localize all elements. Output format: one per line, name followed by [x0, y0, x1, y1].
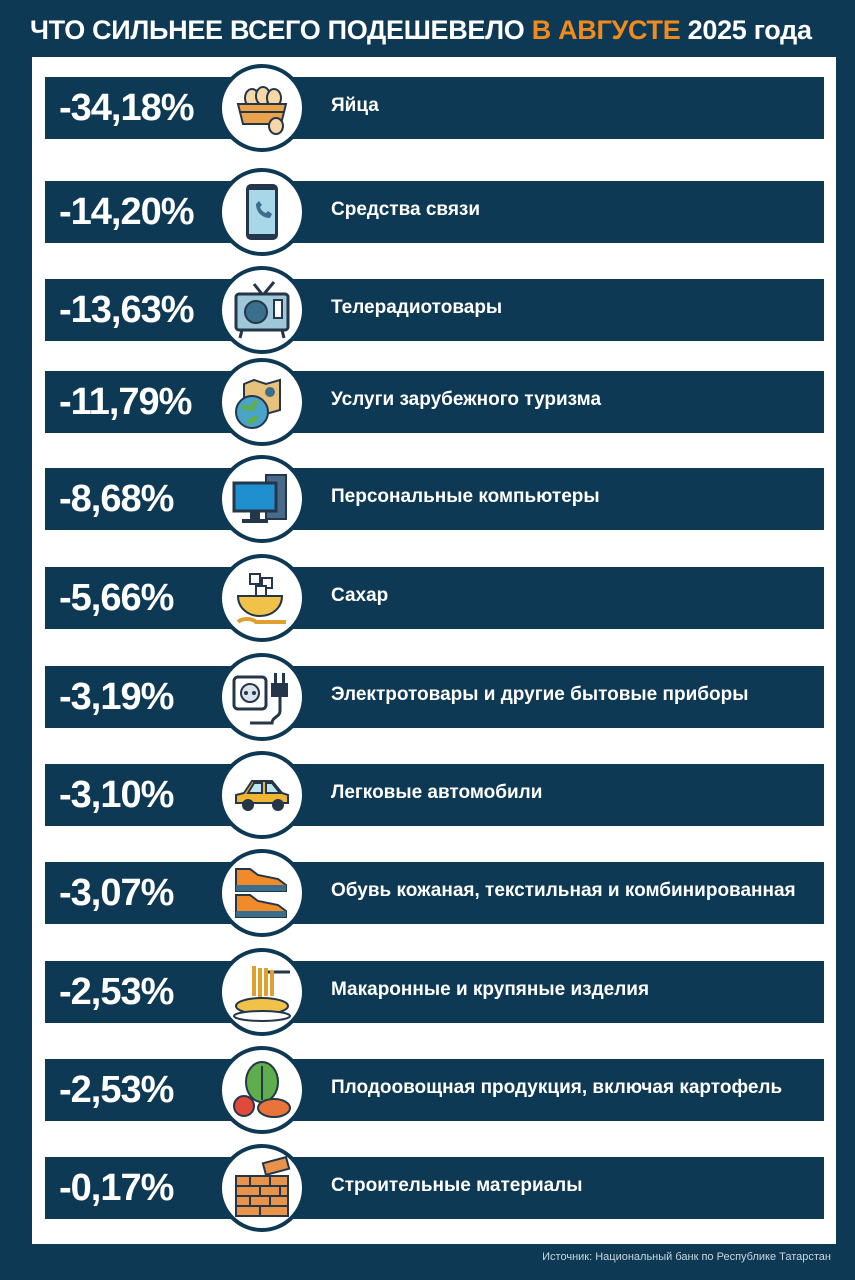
sneakers-icon: [218, 849, 306, 937]
bar-value: -3,19%: [59, 676, 174, 718]
bar-label: Яйца: [331, 95, 379, 116]
bricks-icon: [218, 1144, 306, 1232]
bar-label: Легковые автомобили: [331, 782, 543, 803]
sugar-bowl-icon: [218, 554, 306, 642]
pasta-fork-icon: [218, 948, 306, 1036]
bar-value: -5,66%: [59, 577, 174, 619]
bar-label: Электротовары и другие бытовые приборы: [331, 684, 749, 705]
bar-row: [45, 77, 824, 139]
bar-row: [45, 181, 824, 243]
bar-value: -2,53%: [59, 971, 174, 1013]
bar-row: [45, 567, 824, 629]
bar-value: -34,18%: [59, 87, 194, 129]
bar-label: Услуги зарубежного туризма: [331, 389, 602, 410]
bar-label: Макаронные и крупяные изделия: [331, 979, 650, 1000]
bar-value: -3,10%: [59, 774, 174, 816]
bar-value: -3,07%: [59, 872, 174, 914]
bar-row: [45, 371, 824, 433]
bar-label: Строительные материалы: [331, 1175, 583, 1196]
bar-value: -0,17%: [59, 1167, 174, 1209]
retro-tv-icon: [218, 266, 306, 354]
bar-row: [45, 279, 824, 341]
bar-row: [45, 666, 824, 728]
bar-row: [45, 862, 824, 924]
bar-value: -2,53%: [59, 1069, 174, 1111]
eggs-basket-icon: [218, 64, 306, 152]
bar-label: Средства связи: [331, 199, 481, 220]
socket-plug-icon: [218, 653, 306, 741]
source-note: Источник: Национальный банк по Республике Татарстан: [542, 1251, 831, 1263]
desktop-computer-icon: [218, 455, 306, 543]
smartphone-icon: [218, 168, 306, 256]
bar-label: Плодоовощная продукция, включая картофель: [331, 1077, 783, 1098]
bar-row: [45, 961, 824, 1023]
bar-value: -13,63%: [59, 289, 194, 331]
title-accent: В АВГУСТЕ: [531, 15, 681, 45]
title-part-1: ЧТО СИЛЬНЕЕ ВСЕГО ПОДЕШЕВЕЛО: [30, 15, 532, 45]
vegetables-icon: [218, 1046, 306, 1134]
page-title: [30, 12, 830, 48]
bar-value: -11,79%: [59, 381, 192, 423]
bar-label: Телерадиотовары: [331, 297, 503, 318]
car-icon: [218, 751, 306, 839]
bar-row: [45, 764, 824, 826]
bar-label: Персональные компьютеры: [331, 486, 600, 507]
title-part-2: 2025 года: [680, 15, 812, 45]
globe-map-icon: [218, 358, 306, 446]
bar-row: [45, 468, 824, 530]
bar-row: [45, 1157, 824, 1219]
bar-value: -14,20%: [59, 191, 194, 233]
bar-value: -8,68%: [59, 478, 174, 520]
bar-label: Сахар: [331, 585, 389, 606]
bar-row: [45, 1059, 824, 1121]
bar-label: Обувь кожаная, текстильная и комбинированная: [331, 880, 796, 901]
